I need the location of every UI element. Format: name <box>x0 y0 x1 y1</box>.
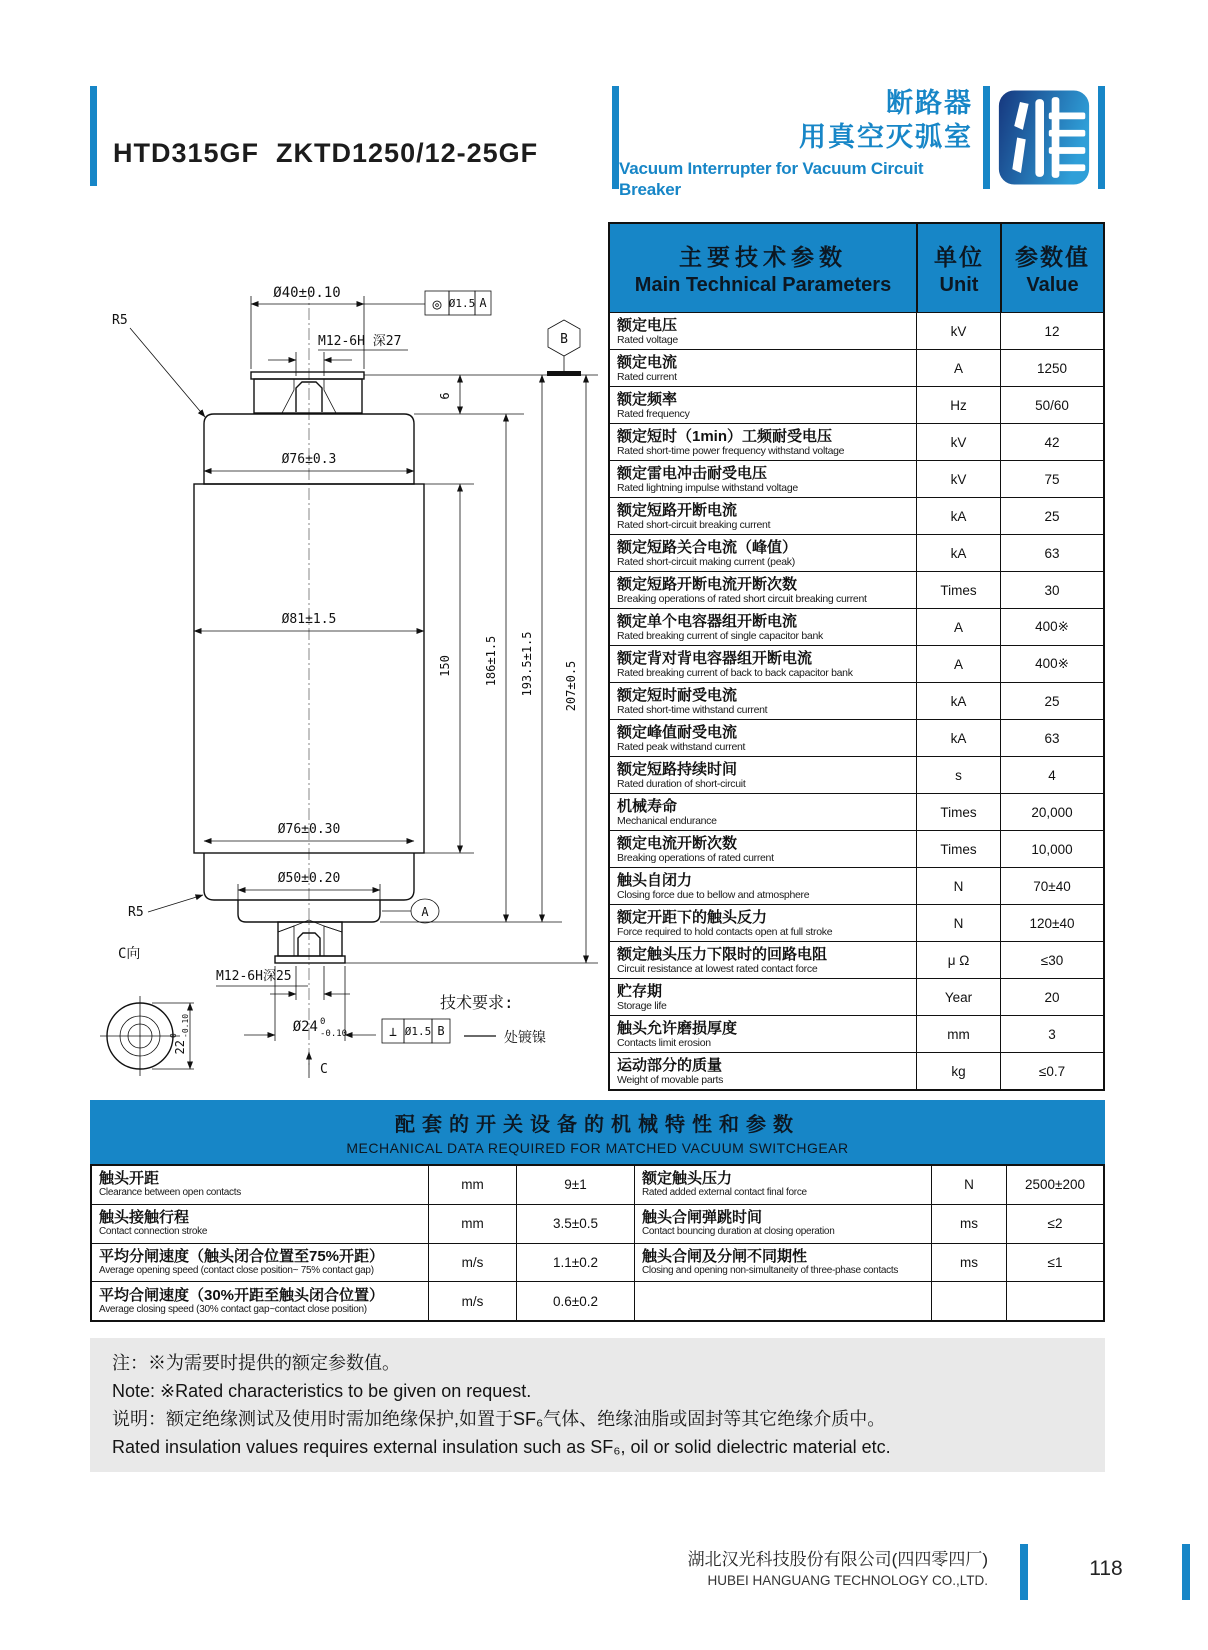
param-cell <box>610 646 916 682</box>
footer-company <box>640 1547 988 1589</box>
table-row <box>610 830 1103 867</box>
description-en: Rated insulation values requires external insulation such as SF₆, oil or solid dielectric material etc. <box>112 1437 891 1457</box>
table-row <box>610 312 1103 349</box>
param-cell <box>610 424 916 460</box>
mech-table-row <box>92 1281 1103 1320</box>
company-seal-logo-icon <box>996 86 1092 189</box>
page-number: 118 <box>1089 1557 1123 1580</box>
table-row <box>610 645 1103 682</box>
mech-label-cn: 触头合闸及分闸不同期性 <box>642 1247 808 1265</box>
banner-title-cn: 配套的开关设备的机械特性和参数 <box>395 1114 800 1136</box>
param-unit: kA <box>916 683 1000 719</box>
title-accent-bar <box>90 86 97 186</box>
mech-label-en: Contact bouncing duration at closing operation <box>642 1226 835 1238</box>
perpendicularity-icon: ⊥ <box>389 1025 397 1040</box>
mech-label-cn: 触头开距 <box>99 1170 160 1188</box>
mech-value: 2500±200 <box>1006 1166 1103 1204</box>
mech-param-cell-right <box>634 1166 931 1204</box>
param-value: 4 <box>1000 757 1103 793</box>
param-unit: Hz <box>916 387 1000 423</box>
param-label-en: Rated short-time power frequency withstand voltage <box>617 444 845 457</box>
param-cell <box>610 350 916 386</box>
param-cell <box>610 979 916 1015</box>
param-value: 75 <box>1000 461 1103 497</box>
header-parameters-cn: 主要技术参数 <box>679 244 847 270</box>
param-label-cn: 额定短路开断电流 <box>617 501 738 519</box>
param-label-en: Rated short-circuit breaking current <box>617 518 771 531</box>
param-unit: μ Ω <box>916 942 1000 978</box>
param-cell <box>610 461 916 497</box>
company-name-en: HUBEI HANGUANG TECHNOLOGY CO.,LTD. <box>707 1573 988 1588</box>
param-unit: kV <box>916 461 1000 497</box>
view-c <box>100 996 180 1076</box>
param-cell <box>610 683 916 719</box>
param-label-cn: 额定短路关合电流（峰值） <box>617 538 798 556</box>
param-value: 12 <box>1000 313 1103 349</box>
param-label-en: Rated short-time withstand current <box>617 703 768 716</box>
param-unit: mm <box>916 1016 1000 1052</box>
mech-value: 3.5±0.5 <box>516 1205 634 1243</box>
table-row <box>610 1052 1103 1089</box>
mech-label-en: Average closing speed (30% contact gap~contact close position) <box>99 1303 367 1315</box>
dim-r5-top: R5 <box>112 313 128 328</box>
footer-accent-bar <box>1020 1544 1028 1600</box>
param-unit: kA <box>916 535 1000 571</box>
mech-label-en: Clearance between open contacts <box>99 1187 241 1199</box>
notes-box <box>90 1338 1105 1472</box>
table-row <box>610 460 1103 497</box>
param-label-cn: 额定触头压力下限时的回路电阻 <box>617 945 828 963</box>
product-name-block <box>619 86 983 199</box>
table-row <box>610 423 1103 460</box>
param-label-cn: 贮存期 <box>617 982 663 1000</box>
param-value: ≤0.7 <box>1000 1053 1103 1089</box>
dim-d24-upper-tol: 0 <box>320 1017 326 1027</box>
dim-thread-bottom: M12-6H深25 <box>216 969 292 984</box>
table-body <box>610 312 1103 1089</box>
mech-label-en: Average opening speed (contact close position~ 75% contact gap) <box>99 1264 374 1276</box>
mech-value: 1.1±0.2 <box>516 1244 634 1282</box>
main-parameters-table <box>608 222 1105 1091</box>
dim-h6: 6 <box>438 392 452 400</box>
banner-title-en: MECHANICAL DATA REQUIRED FOR MATCHED VACUUM SWITCHGEAR <box>346 1140 849 1156</box>
param-label-en: Contacts limit erosion <box>617 1036 711 1049</box>
mech-unit: ms <box>931 1244 1006 1282</box>
mech-value: ≤1 <box>1006 1244 1103 1282</box>
param-label-cn: 额定短路持续时间 <box>617 760 738 778</box>
header-unit-cn: 单位 <box>934 244 984 270</box>
table-row <box>610 608 1103 645</box>
table-row <box>610 1015 1103 1052</box>
param-label-en: Rated voltage <box>617 333 678 346</box>
divider-bar <box>983 86 990 189</box>
dim-d76-bottom: Ø76±0.30 <box>277 822 341 837</box>
param-unit: A <box>916 646 1000 682</box>
table-row <box>610 386 1103 423</box>
mech-param-cell-right <box>634 1244 931 1282</box>
param-label-en: Rated breaking current of single capacitor bank <box>617 629 823 642</box>
dim-h1935: 193.5±1.5 <box>520 631 534 697</box>
dim-d50: Ø50±0.20 <box>277 871 341 886</box>
param-label-en: Breaking operations of rated current <box>617 851 774 864</box>
param-label-cn: 额定电流 <box>617 353 678 371</box>
view-c-arrow-label: C <box>320 1062 328 1077</box>
param-value: 400※ <box>1000 646 1103 682</box>
param-label-en: Rated current <box>617 370 677 383</box>
param-label-cn: 额定开距下的触头反力 <box>617 908 768 926</box>
table-row <box>610 682 1103 719</box>
param-label-en: Closing force due to bellow and atmosphere <box>617 888 810 901</box>
dim-d24: Ø24 <box>292 1019 318 1035</box>
table-row <box>610 978 1103 1015</box>
param-cell <box>610 868 916 904</box>
param-value: 3 <box>1000 1016 1103 1052</box>
param-cell <box>610 609 916 645</box>
divider-bar <box>1098 86 1105 189</box>
param-label-en: Rated peak withstand current <box>617 740 746 753</box>
param-value: 120±40 <box>1000 905 1103 941</box>
param-unit: kV <box>916 313 1000 349</box>
dim-h150: 150 <box>438 655 452 677</box>
param-label-cn: 额定背对背电容器组开断电流 <box>617 649 813 667</box>
dim-d22-lower-tol: -0.10 <box>181 1013 190 1038</box>
dim-d24-lower-tol: -0.10 <box>320 1029 348 1039</box>
mech-label-en: Rated added external contact final force <box>642 1187 807 1199</box>
param-cell <box>610 1016 916 1052</box>
datum-frame-b <box>382 1019 450 1043</box>
param-cell <box>610 942 916 978</box>
dimension-lines <box>130 304 586 1078</box>
param-unit: Year <box>916 979 1000 1015</box>
datum-a-tolerance: Ø1.5 <box>448 297 476 310</box>
mech-value <box>1006 1282 1103 1320</box>
page-title: HTD315GF ZKTD1250/12-25GF <box>113 138 539 168</box>
product-name-cn-line2: 用真空灭弧室 <box>799 122 973 152</box>
header-product-block <box>612 86 1105 199</box>
param-label-en: Circuit resistance at lowest rated contact force <box>617 962 818 975</box>
table-row <box>610 867 1103 904</box>
param-label-cn: 额定电流开断次数 <box>617 834 738 852</box>
param-unit: s <box>916 757 1000 793</box>
param-label-en: Breaking operations of rated short circuit breaking current <box>617 592 867 605</box>
header-unit <box>916 224 1000 312</box>
note-en: Note: ※Rated characteristics to be given on request. <box>112 1381 532 1401</box>
description-cn: 说明：额定绝缘测试及使用时需加绝缘保护,如置于SF₆气体、绝缘油脂或固封等其它绝缘介质中。 <box>112 1409 886 1429</box>
param-label-cn: 额定单个电容器组开断电流 <box>617 612 798 630</box>
param-value: 20,000 <box>1000 794 1103 830</box>
extension-lines <box>238 296 598 1041</box>
param-value: 20 <box>1000 979 1103 1015</box>
param-label-en: Rated frequency <box>617 407 690 420</box>
param-label-cn: 额定短路开断电流开断次数 <box>617 575 798 593</box>
param-unit: A <box>916 609 1000 645</box>
balloon-a <box>411 899 439 923</box>
param-value: 42 <box>1000 424 1103 460</box>
param-unit: Times <box>916 572 1000 608</box>
param-value: 1250 <box>1000 350 1103 386</box>
plating-note: 处镀镍 <box>504 1030 546 1046</box>
datum-target-b <box>547 320 581 376</box>
header-unit-en: Unit <box>939 274 979 296</box>
param-cell <box>610 720 916 756</box>
param-label-en: Storage life <box>617 999 667 1012</box>
param-cell <box>610 498 916 534</box>
mechanical-data-table <box>90 1164 1105 1322</box>
param-value: 30 <box>1000 572 1103 608</box>
mech-unit: m/s <box>428 1282 516 1320</box>
datum-a-ref: A <box>479 296 487 310</box>
param-label-cn: 触头自闭力 <box>617 871 693 889</box>
mech-param-cell-right <box>634 1205 931 1243</box>
param-value: ≤30 <box>1000 942 1103 978</box>
param-unit: kA <box>916 720 1000 756</box>
param-label-cn: 额定电压 <box>617 316 678 334</box>
param-cell <box>610 313 916 349</box>
mech-label-cn: 触头合闸弹跳时间 <box>642 1209 763 1227</box>
mech-label-en: Contact connection stroke <box>99 1226 208 1238</box>
param-label-cn: 额定雷电冲击耐受电压 <box>617 464 768 482</box>
param-label-en: Force required to hold contacts open at full stroke <box>617 925 833 938</box>
mech-label-cn: 额定触头压力 <box>642 1170 733 1188</box>
mech-unit <box>931 1282 1006 1320</box>
mech-label-cn: 触头接触行程 <box>99 1209 190 1227</box>
param-value: 63 <box>1000 720 1103 756</box>
param-label-en: Rated short-circuit making current (peak) <box>617 555 795 568</box>
param-label-cn: 额定短时耐受电流 <box>617 686 738 704</box>
dim-d22: 22 <box>173 1040 187 1055</box>
param-cell <box>610 757 916 793</box>
param-value: 25 <box>1000 683 1103 719</box>
param-label-cn: 触头允许磨损厚度 <box>617 1019 738 1037</box>
mech-unit: m/s <box>428 1244 516 1282</box>
mech-label-en: Closing and opening non-simultaneity of three-phase contacts <box>642 1264 899 1276</box>
datum-b-balloon-label: B <box>560 332 568 347</box>
datum-frame-a <box>425 291 491 315</box>
dim-r5-bottom: R5 <box>128 905 144 920</box>
datum-b-ref: B <box>437 1024 445 1038</box>
param-label-cn: 机械寿命 <box>617 797 678 815</box>
table-row <box>610 756 1103 793</box>
mech-value: 0.6±0.2 <box>516 1282 634 1320</box>
header-value <box>1000 224 1103 312</box>
param-unit: Times <box>916 831 1000 867</box>
param-unit: N <box>916 905 1000 941</box>
mech-unit: N <box>931 1166 1006 1204</box>
param-cell <box>610 535 916 571</box>
mech-table-row <box>92 1204 1103 1243</box>
table-row <box>610 349 1103 386</box>
table-row <box>610 793 1103 830</box>
table-header <box>610 224 1103 312</box>
mech-param-cell-left <box>92 1205 428 1243</box>
param-cell <box>610 905 916 941</box>
param-value: 400※ <box>1000 609 1103 645</box>
dim-thread-top: M12-6H 深27 <box>318 334 402 349</box>
mech-param-cell-left <box>92 1244 428 1282</box>
table-row <box>610 497 1103 534</box>
view-c-label: C向 <box>118 946 141 962</box>
dim-h186: 186±1.5 <box>484 635 498 687</box>
param-value: 50/60 <box>1000 387 1103 423</box>
param-unit: A <box>916 350 1000 386</box>
param-cell <box>610 387 916 423</box>
footer-accent-bar <box>1182 1544 1190 1600</box>
mech-unit: mm <box>428 1205 516 1243</box>
param-cell <box>610 831 916 867</box>
param-label-en: Rated breaking current of back to back capacitor bank <box>617 666 853 679</box>
mech-value: 9±1 <box>516 1166 634 1204</box>
mech-unit: ms <box>931 1205 1006 1243</box>
param-cell <box>610 572 916 608</box>
table-row <box>610 941 1103 978</box>
mech-label-cn: 平均合闸速度（30%开距至触头闭合位置） <box>99 1286 385 1304</box>
header-value-en: Value <box>1026 274 1079 296</box>
mech-table-row <box>92 1243 1103 1282</box>
dim-h207: 207±0.5 <box>564 660 578 712</box>
tech-requirements-label: 技术要求: <box>440 993 514 1012</box>
header-parameters-en: Main Technical Parameters <box>634 274 892 296</box>
company-name-cn: 湖北汉光科技股份有限公司(四四零四厂) <box>687 1550 988 1569</box>
param-value: 10,000 <box>1000 831 1103 867</box>
param-label-cn: 额定短时（1min）工频耐受电压 <box>617 427 833 445</box>
header-value-cn: 参数值 <box>1015 244 1090 270</box>
param-label-en: Rated duration of short-circuit <box>617 777 746 790</box>
param-unit: kA <box>916 498 1000 534</box>
table-row <box>610 904 1103 941</box>
mechanical-data-banner <box>90 1100 1105 1164</box>
mech-table-row <box>92 1166 1103 1204</box>
param-unit: kg <box>916 1053 1000 1089</box>
param-label-en: Mechanical endurance <box>617 814 717 827</box>
param-cell <box>610 794 916 830</box>
param-label-en: Weight of movable parts <box>617 1073 724 1086</box>
param-unit: N <box>916 868 1000 904</box>
param-label-cn: 额定频率 <box>617 390 678 408</box>
note-cn: 注：※为需要时提供的额定参数值。 <box>112 1353 400 1373</box>
concentricity-icon: ◎ <box>432 295 442 313</box>
param-label-cn: 运动部分的质量 <box>617 1056 723 1074</box>
param-value: 25 <box>1000 498 1103 534</box>
param-value: 63 <box>1000 535 1103 571</box>
param-label-en: Rated lightning impulse withstand voltage <box>617 481 798 494</box>
param-cell <box>610 1053 916 1089</box>
param-unit: kV <box>916 424 1000 460</box>
param-label-cn: 额定峰值耐受电流 <box>617 723 738 741</box>
mech-unit: mm <box>428 1166 516 1204</box>
table-row <box>610 571 1103 608</box>
product-name-cn-line1: 断路器 <box>886 88 973 118</box>
product-name-en: Vacuum Interrupter for Vacuum Circuit Breaker <box>619 159 924 199</box>
header-parameters <box>610 224 916 312</box>
divider-bar <box>612 86 619 189</box>
dim-d81: Ø81±1.5 <box>281 612 337 627</box>
param-unit: Times <box>916 794 1000 830</box>
param-value: 70±40 <box>1000 868 1103 904</box>
mech-value: ≤2 <box>1006 1205 1103 1243</box>
mech-param-cell-right <box>634 1282 931 1320</box>
table-row <box>610 534 1103 571</box>
dim-d40: Ø40±0.10 <box>273 285 341 301</box>
table-row <box>610 719 1103 756</box>
technical-drawing <box>92 266 600 1080</box>
mech-param-cell-left <box>92 1282 428 1320</box>
balloon-a-label: A <box>421 905 429 919</box>
mech-param-cell-left <box>92 1166 428 1204</box>
dim-d22-upper-tol: 0 <box>169 1033 178 1038</box>
datum-b-tolerance: Ø1.5 <box>404 1025 432 1038</box>
dim-d76-top: Ø76±0.3 <box>281 452 337 467</box>
mech-label-cn: 平均分闸速度（触头闭合位置至75%开距） <box>99 1247 385 1265</box>
